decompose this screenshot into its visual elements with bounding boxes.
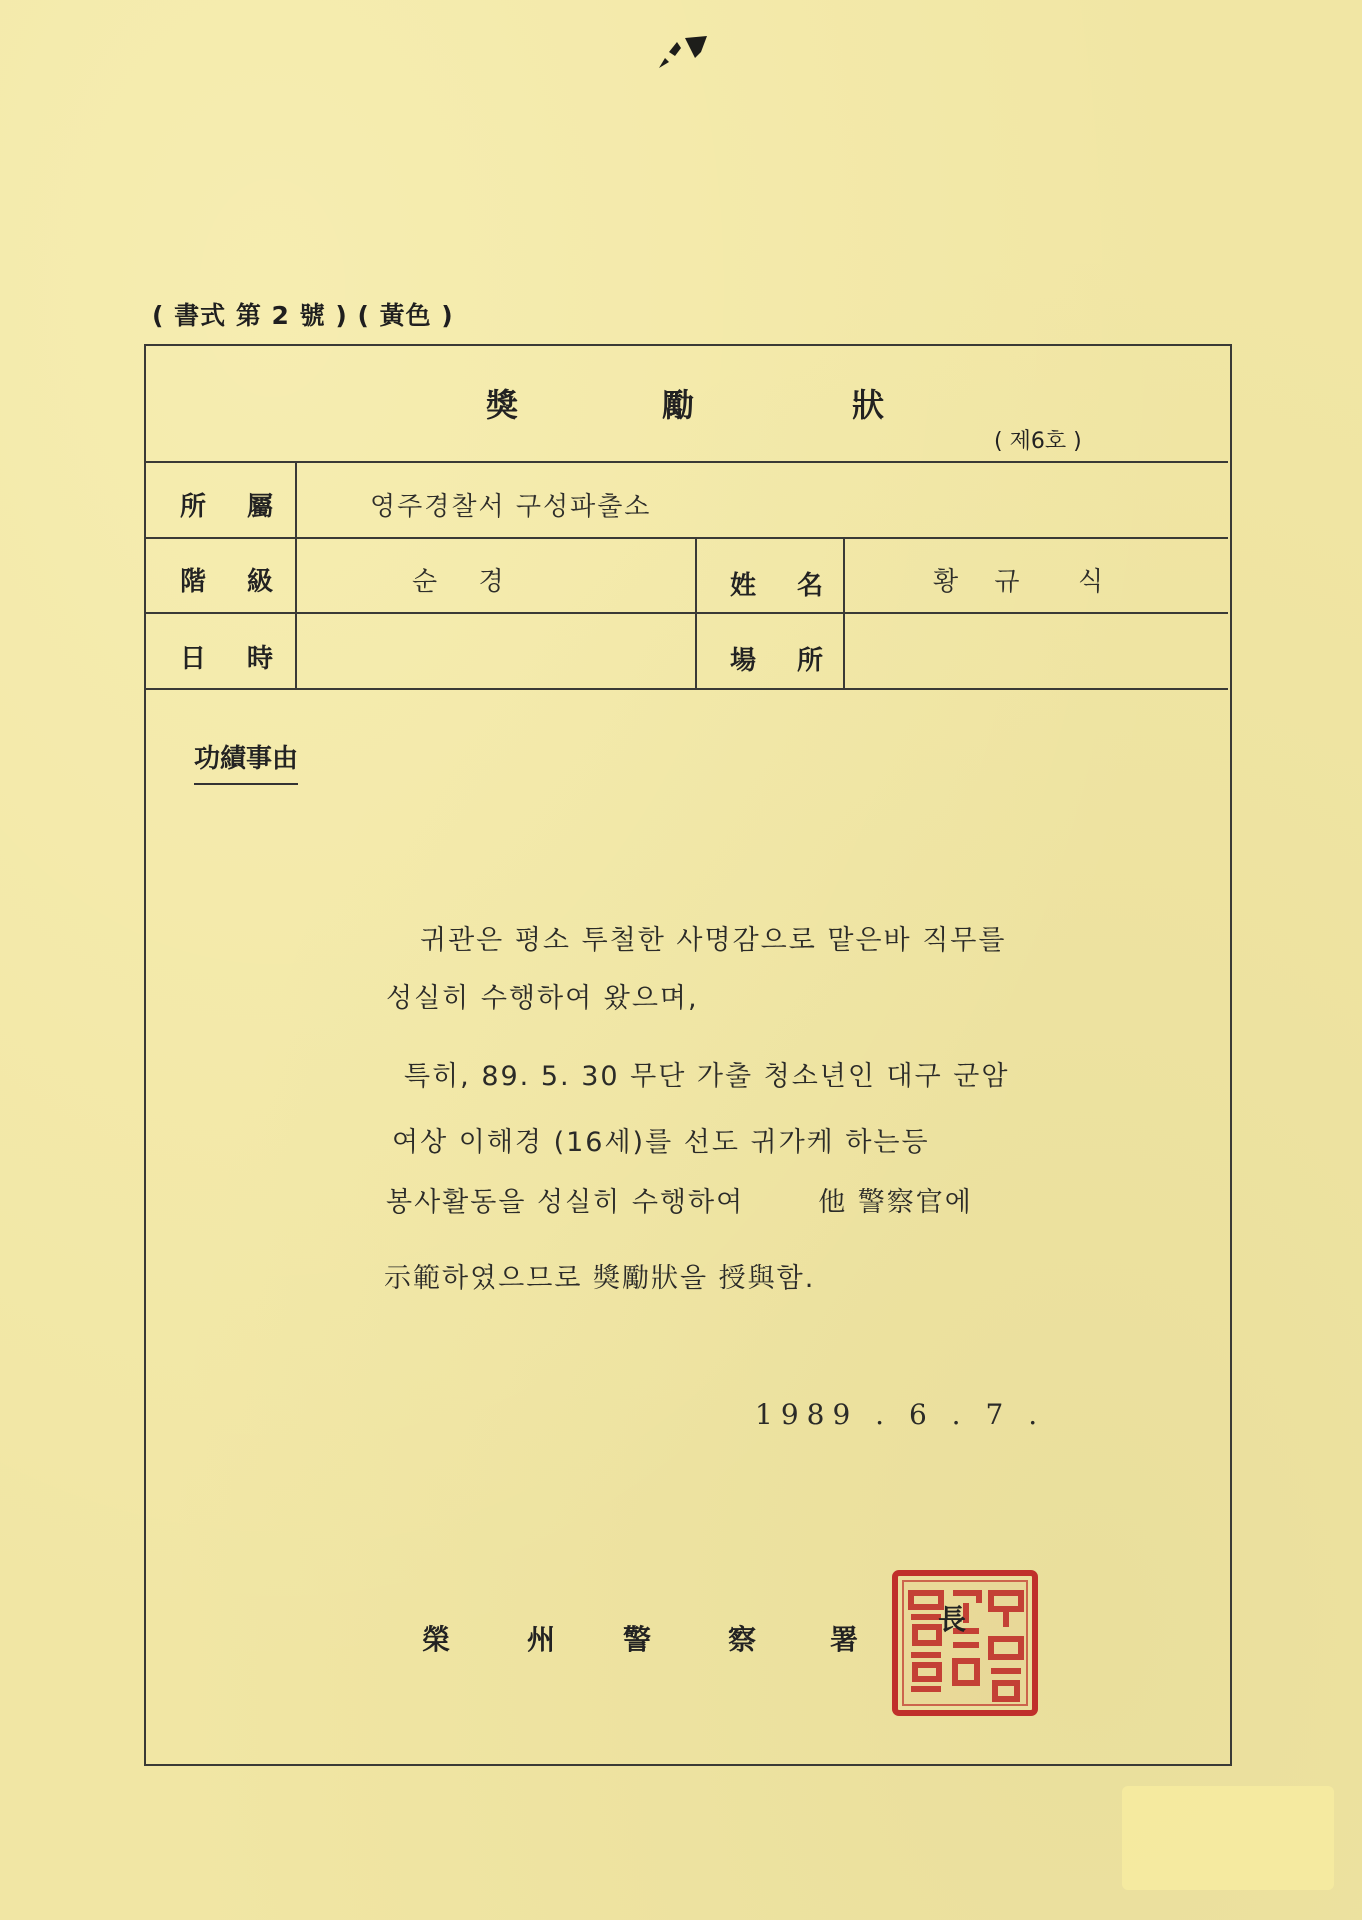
issuer-char-5: 署	[830, 1623, 859, 1656]
title-char-1: 獎	[486, 386, 519, 424]
name-value: 황 규 식	[933, 567, 1118, 597]
rank-row-divider	[146, 612, 1228, 614]
issuer-char-2: 州	[527, 1623, 556, 1656]
body-line-3: 특히, 89. 5. 30 무단 가출 청소년인 대구 군암	[404, 1061, 1010, 1092]
body-line-4: 여상 이해경 (16세)를 선도 귀가케 하는등	[392, 1127, 930, 1158]
merit-heading: 功績事由	[194, 738, 298, 785]
datetime-row-divider	[146, 688, 1228, 690]
rank-label: 階 級	[180, 567, 290, 597]
corner-tape-patch	[1122, 1786, 1334, 1890]
datetime-label: 日 時	[180, 644, 290, 674]
body-line-2: 성실히 수행하여 왔으며,	[386, 983, 699, 1014]
issue-date: 1989 . 6 . 7 .	[755, 1398, 1046, 1431]
body-line-5: 봉사활동을 성실히 수행하여 他 警察官에	[386, 1187, 973, 1218]
middle-column-divider-left	[695, 537, 697, 688]
middle-column-divider-right	[843, 537, 845, 688]
place-label: 場 所	[730, 646, 840, 676]
affiliation-label: 所 屬	[180, 492, 290, 522]
ink-speck-mark	[655, 28, 735, 78]
issuer-char-1: 榮	[422, 1623, 451, 1656]
affiliation-row-divider	[146, 537, 1228, 539]
title-row-divider	[146, 461, 1228, 463]
title-char-3: 狀	[852, 386, 885, 424]
body-line-1: 귀관은 평소 투철한 사명감으로 맡은바 직무를	[420, 925, 1007, 956]
name-label: 姓 名	[730, 571, 840, 601]
rank-value: 순 경	[412, 567, 504, 597]
affiliation-value: 영주경찰서 구성파출소	[370, 492, 652, 522]
issuer-char-4: 察	[728, 1623, 757, 1656]
issuer-char-6: 長	[938, 1603, 967, 1636]
body-line-6: 示範하였으므로 獎勵狀을 授與함.	[384, 1263, 816, 1294]
official-seal-stamp	[891, 1569, 1039, 1717]
title-char-2: 勵	[662, 386, 695, 424]
form-code-label: ( 書式 第 2 號 ) ( 黃色 )	[152, 301, 454, 330]
issuer-char-3: 警	[623, 1623, 652, 1656]
document-number: ( 제6호 )	[994, 429, 1082, 454]
label-column-divider	[295, 461, 297, 688]
